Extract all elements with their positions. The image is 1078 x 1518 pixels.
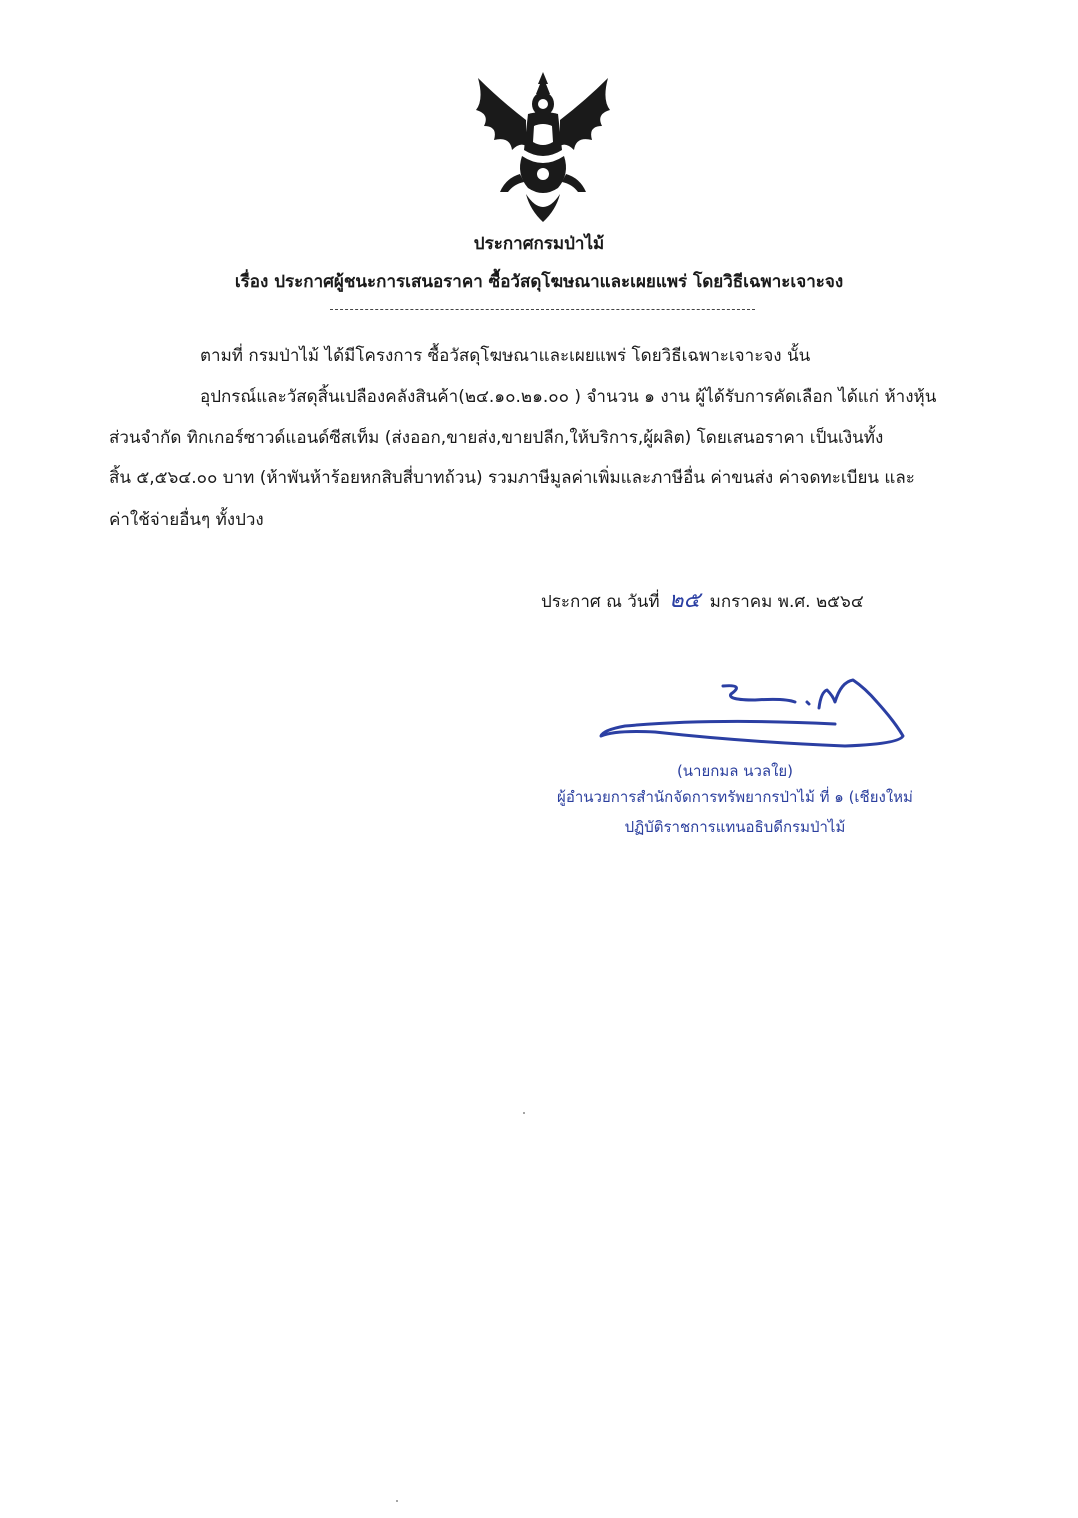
document-subject: เรื่อง ประกาศผู้ชนะการเสนอราคา ซื้อวัสดุโฆษณาและเผยแพร่ โดยวิธีเฉพาะเจาะจง (234, 272, 844, 292)
body-line: อุปกรณ์และวัสดุสิ้นเปลืองคลังสินค้า(๒๔.๑๐.๒๑.๐๐ ) จำนวน ๑ งาน ผู้ได้รับการคัดเลือก ได้แก่ ห้างหุ้น (200, 387, 937, 407)
body-line: สิ้น ๕,๕๖๔.๐๐ บาท (ห้าพันห้าร้อยหกสิบสี่บาทถ้วน) รวมภาษีมูลค่าเพิ่มและภาษีอื่น ค่าขนส่ง ค่าจดทะเบียน และ (109, 468, 915, 488)
announcement-date (541, 582, 864, 617)
signer-position: ผู้อำนวยการสำนักจัดการทรัพยากรป่าไม้ ที่ ๑ (เชียงใหม่ (557, 788, 913, 806)
signer-acting: ปฏิบัติราชการแทนอธิบดีกรมป่าไม้ (624, 818, 846, 836)
document-title: ประกาศกรมป่าไม้ (473, 234, 605, 254)
garuda-emblem-icon (470, 70, 616, 224)
handwritten-signature-icon (595, 672, 905, 757)
scan-speck (523, 1112, 525, 1114)
dashed-divider (330, 309, 755, 310)
body-line: ส่วนจำกัด ทิกเกอร์ซาวด์แอนด์ซีสเท็ม (ส่งออก,ขายส่ง,ขายปลีก,ให้บริการ,ผู้ผลิต) โดยเสนอราคา เป็นเงินทั้ง (109, 428, 884, 448)
body-line: ค่าใช้จ่ายอื่นๆ ทั้งปวง (109, 510, 264, 530)
announcement-prefix: ประกาศ ณ วันที่ (541, 592, 660, 612)
scan-speck (396, 1500, 398, 1502)
body-line: ตามที่ กรมป่าไม้ ได้มีโครงการ ซื้อวัสดุโฆษณาและเผยแพร่ โดยวิธีเฉพาะเจาะจง นั้น (200, 346, 811, 366)
signer-name: (นายกมล นวลใย) (676, 762, 794, 780)
announcement-suffix: มกราคม พ.ศ. ๒๕๖๔ (709, 592, 864, 612)
announcement-day: ๒๕ (669, 588, 701, 613)
